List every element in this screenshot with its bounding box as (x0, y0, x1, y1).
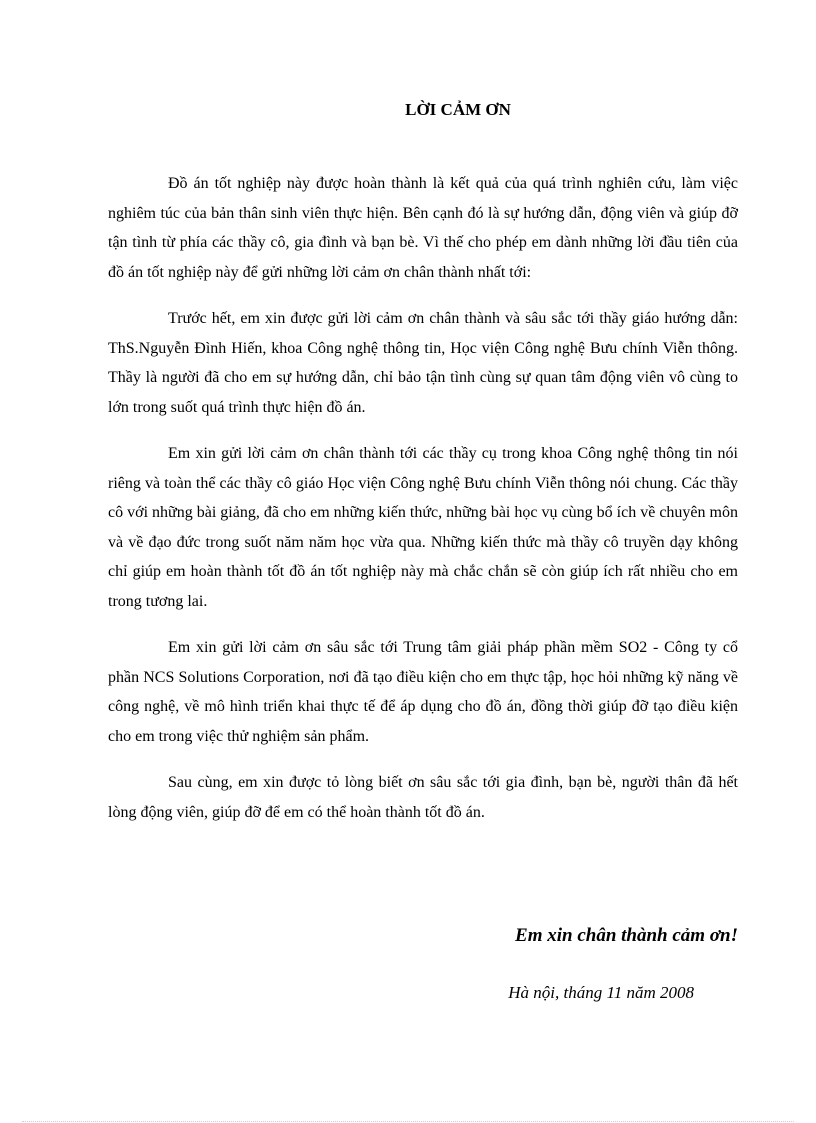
page-title: LỜI CẢM ƠN (405, 100, 511, 119)
date-signature: Hà nội, tháng 11 năm 2008 (508, 983, 694, 1002)
closing-line: Em xin chân thành cảm ơn! (515, 925, 738, 946)
paragraph-family: Sau cùng, em xin được tỏ lòng biết ơn sâu sắc tới gia đình, bạn bè, người thân đã hết lòng động viên, giúp đỡ để em có thể hoàn thành tốt đồ án. (108, 774, 738, 821)
paragraph-faculty: Em xin gửi lời cảm ơn chân thành tới các thầy cụ trong khoa Công nghệ thông tin nói riêng và toàn thể các thầy cô giáo Học viện Công nghệ Bưu chính Viễn thông nói chung. Các thầy cô với những bài giảng, đã cho em những kiến thức, những bài học vụ cùng bổ ích về chuyên môn và về đạo đức trong suốt năm năm học vừa qua. Những kiến thức mà thầy cô truyền dạy không chỉ giúp em hoàn thành tốt đồ án tốt nghiệp này mà chắc chắn sẽ còn giúp ích rất nhiều cho em trong tương lai. (108, 445, 738, 610)
paragraph-company: Em xin gửi lời cảm ơn sâu sắc tới Trung tâm giải pháp phần mềm SO2 - Công ty cổ phần NCS Solutions Corporation, nơi đã tạo điều kiện cho em thực tập, học hỏi những kỹ năng về công nghệ, về mô hình triển khai thực tế để áp dụng cho đồ án, đồng thời giúp đỡ tạo điều kiện cho em trong việc thử nghiệm sản phẩm. (108, 639, 738, 745)
document-body (108, 169, 738, 844)
page-edge-divider (22, 1121, 794, 1122)
paragraph-advisor: Trước hết, em xin được gửi lời cảm ơn chân thành và sâu sắc tới thầy giáo hướng dẫn: ThS.Nguyễn Đình Hiến, khoa Công nghệ thông tin, Học viện Công nghệ Bưu chính Viễn thông. Thầy là người đã cho em sự hướng dẫn, chỉ bảo tận tình cùng sự quan tâm động viên vô cùng to lớn trong suốt quá trình thực hiện đồ án. (108, 310, 738, 416)
paragraph-intro: Đồ án tốt nghiệp này được hoàn thành là kết quả của quá trình nghiên cứu, làm việc nghiêm túc của bản thân sinh viên thực hiện. Bên cạnh đó là sự hướng dẫn, động viên và giúp đỡ tận tình từ phía các thầy cô, gia đình và bạn bè. Vì thế cho phép em dành những lời đầu tiên của đồ án tốt nghiệp này để gửi những lời cảm ơn chân thành nhất tới: (108, 175, 738, 281)
